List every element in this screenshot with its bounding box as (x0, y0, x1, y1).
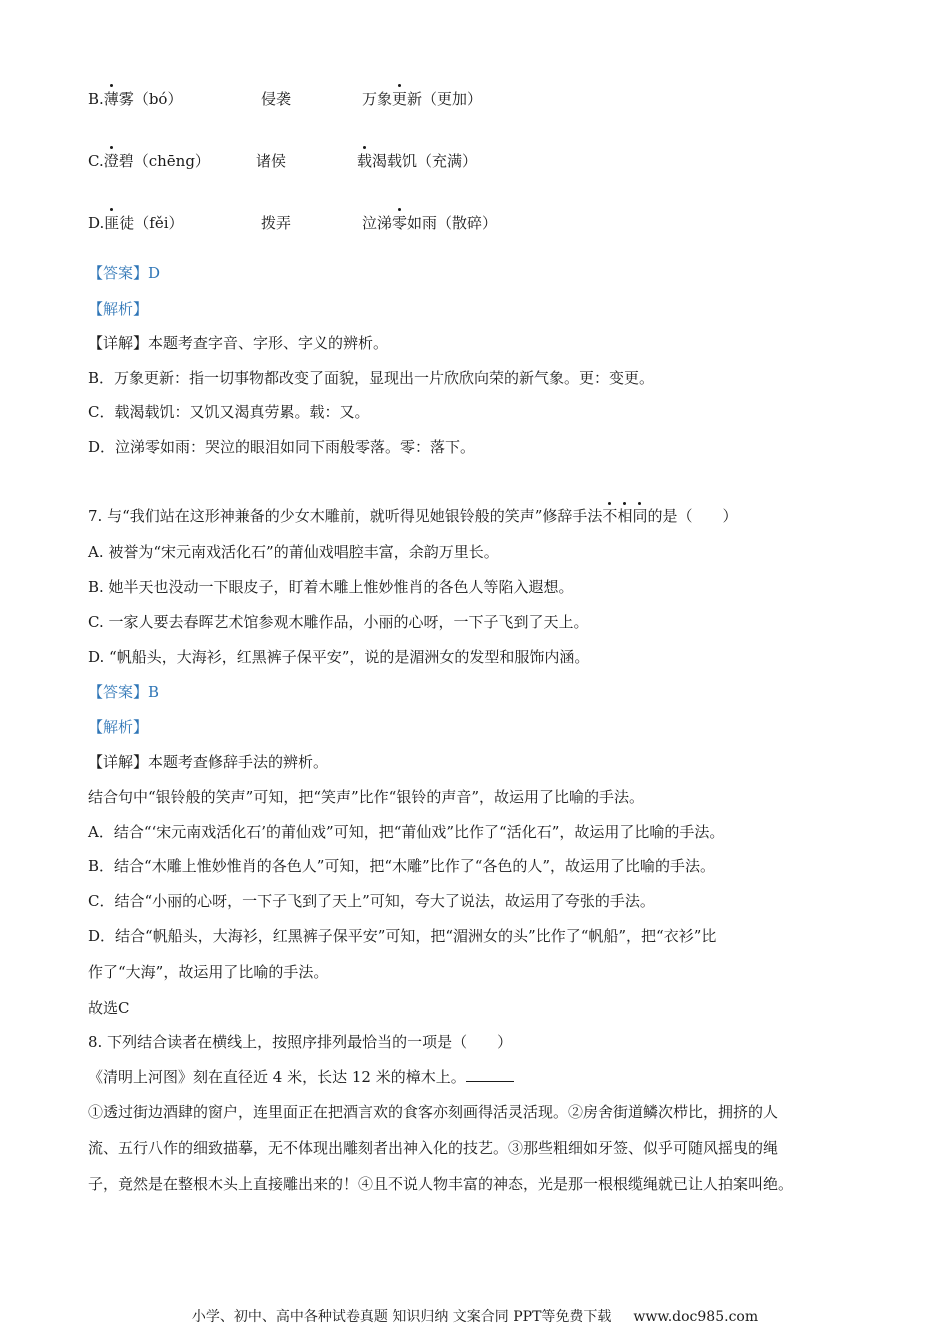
q7-option-b: B. 她半天也没动一下眼皮子，盯着木雕上惟妙惟肖的各色人等陷入遐想。 (88, 578, 574, 596)
footer-text: 小学、初中、高中各种试卷真题 知识归纳 文案合同 PPT等免费下载 (191, 1309, 612, 1325)
q7-explain-line: 作了“大海”，故运用了比喻的手法。 (88, 963, 329, 981)
q8-body-line: ①透过街边酒肆的窗户，连里面正在把酒言欢的食客亦刻画得活灵活现。②房舍街道鳞次栉比，拥挤的人 (88, 1103, 779, 1121)
q7-conclusion: 故选C (88, 999, 130, 1017)
q7-detail: 【详解】本题考查修辞手法的辨析。 (88, 753, 329, 771)
page-footer (0, 1307, 950, 1327)
emphasis-dot-char: 同 (632, 507, 648, 525)
q8-stem: 8. 下列结合读者在横线上，按照序排列最恰当的一项是（ ） (88, 1033, 513, 1051)
q7-answer: 【答案】B (88, 683, 160, 701)
emphasis-dot-char: 匪 (104, 214, 120, 232)
q7-explain-line: C．结合“小丽的心呀，一下子飞到了天上”可知，夸大了说法，故运用了夸张的手法。 (88, 892, 655, 910)
q7-option-d: D. “帆船头，大海衫，红黑裤子保平安”，说的是湄洲女的发型和服饰内涵。 (88, 648, 590, 666)
q6-option-b: B.薄雾（bó） (88, 90, 183, 108)
q7-explain-line: 结合句中“银铃般的笑声”可知，把“笑声”比作“银铃的声音”，故运用了比喻的手法。 (88, 788, 645, 806)
emphasis-dot-char: 相 (617, 507, 633, 525)
q6-option-c-word3: 载渴载饥（充满） (357, 152, 478, 170)
q6-detail: 【详解】本题考查字音、字形、字义的辨析。 (88, 334, 389, 352)
q6-explain-line: B．万象更新：指一切事物都改变了面貌，显现出一片欣欣向荣的新气象。更：变更。 (88, 369, 655, 387)
q8-body-line: 流、五行八作的细致描摹，无不体现出雕刻者出神入化的技艺。③那些粗细如牙签、似乎可随风摇曳的绳 (88, 1139, 779, 1157)
q6-analysis-heading: 【解析】 (88, 300, 149, 318)
q6-explain-line: D．泣涕零如雨：哭泣的眼泪如同下雨般零落。零：落下。 (88, 438, 476, 456)
q6-option-c: C.澄碧（chēng） (88, 152, 210, 170)
q8-body-line: 子，竟然是在整根木头上直接雕出来的！④且不说人物丰富的神态，光是那一根根缆绳就已让人拍案叫绝。 (88, 1175, 794, 1193)
emphasis-dot-char: 不 (602, 507, 618, 525)
emphasis-dot-char: 更 (392, 90, 408, 108)
q7-analysis-heading: 【解析】 (88, 718, 149, 736)
q6-answer: 【答案】D (88, 264, 161, 282)
answer-blank-line (466, 1067, 514, 1082)
q7-explain-line: B．结合“木雕上惟妙惟肖的各色人”可知，把“木雕”比作了“各色的人”，故运用了比喻的手法。 (88, 857, 716, 875)
footer-url[interactable]: www.doc985.com (633, 1309, 759, 1325)
q6-option-b-word2: 侵袭 (261, 90, 292, 108)
emphasis-dot-char: 薄 (103, 90, 119, 108)
q6-option-d-word3: 泣涕零如雨（散碎） (362, 214, 498, 232)
q7-explain-line: D．结合“帆船头，大海衫，红黑裤子保平安”可知，把“湄洲女的头”比作了“帆船”，把“衣衫”比 (88, 927, 717, 945)
q6-explain-line: C．载渴载饥：又饥又渴真劳累。载：又。 (88, 403, 370, 421)
q7-stem: 7. 与“我们站在这形神兼备的少女木雕前，就听得见她银铃般的笑声”修辞手法不相同的是（ ） (88, 507, 738, 525)
q6-option-c-word2: 诸侯 (256, 152, 287, 170)
emphasis-dot-char: 澄 (103, 152, 119, 170)
q8-intro: 《清明上河图》刻在直径近 4 米，长达 12 米的樟木上。 (88, 1067, 514, 1087)
emphasis-dot-char: 零 (392, 214, 408, 232)
q7-option-a: A. 被誉为“宋元南戏活化石”的莆仙戏唱腔丰富，余韵万里长。 (88, 543, 499, 561)
emphasis-dot-char: 载 (357, 152, 373, 170)
q7-option-c: C. 一家人要去春晖艺术馆参观木雕作品，小丽的心呀，一下子飞到了天上。 (88, 613, 589, 631)
q6-option-d: D.匪徒（fěi） (88, 214, 184, 232)
q6-option-b-word3: 万象更新（更加） (362, 90, 483, 108)
q6-option-d-word2: 拨弄 (261, 214, 292, 232)
q7-explain-line: A．结合“‘宋元南戏活化石’的莆仙戏”可知，把“莆仙戏”比作了“活化石”，故运用了比喻的手法。 (88, 823, 725, 841)
